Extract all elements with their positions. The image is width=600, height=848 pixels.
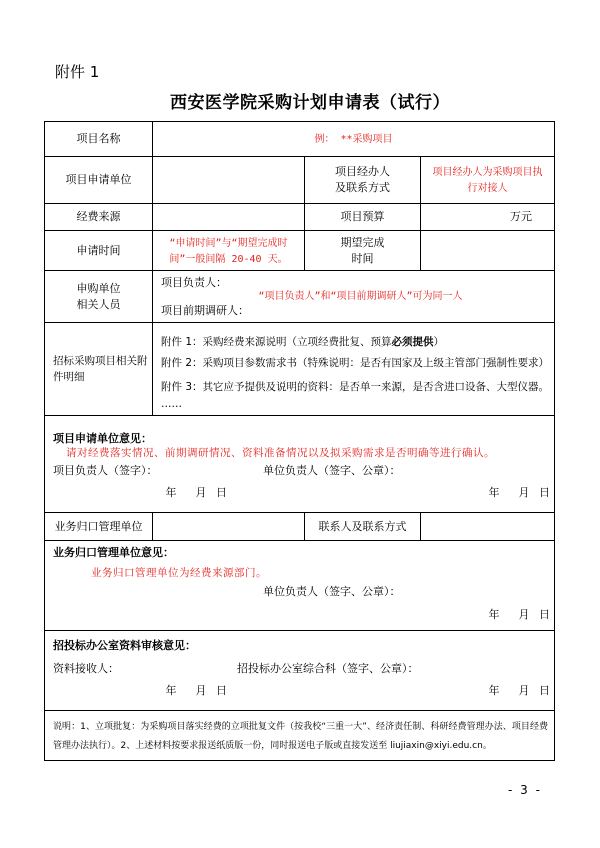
date-year-label: 年 — [165, 684, 177, 697]
page-number: - 3 - — [508, 783, 542, 797]
bidding-office-review-box — [45, 631, 554, 710]
date-year-label: 年 — [488, 486, 500, 499]
applicant-unit-value-cell — [153, 157, 305, 204]
project-name-value-cell — [153, 122, 555, 157]
bidding-office-signature-label: 招投标办公室综合科（签字、公章）： — [237, 662, 419, 675]
applicant-opinion-heading: 项目申请单位意见： — [53, 432, 152, 445]
notes-cell — [45, 711, 555, 761]
project-leader-label: 项目负责人： — [161, 276, 227, 289]
application-time-hint: “申请时间”与“期望完成时 间”一般间隔 20-40 天。 — [169, 237, 288, 265]
expected-completion-value-cell — [421, 231, 555, 271]
date-year-label: 年 — [165, 486, 177, 499]
related-personnel-hint: “项目负责人”和“项目前期调研人”可为同一人 — [258, 291, 463, 302]
management-opinion-hint: 业务归口管理单位为经费来源部门。 — [91, 567, 267, 579]
date-month-label: 月 — [518, 486, 530, 499]
bidding-office-review-cell — [45, 631, 555, 711]
date-day-label: 日 — [539, 486, 550, 499]
funding-source-label: 经费来源 — [45, 204, 153, 231]
project-leader-date — [156, 486, 227, 500]
attachment-item-1 — [161, 335, 444, 349]
attachment-ellipsis: …… — [161, 398, 182, 410]
date-day-label: 日 — [539, 608, 550, 621]
project-name-hint: 例： **采购项目 — [314, 134, 393, 145]
attachment-label: 附件 1 — [55, 63, 100, 81]
project-handler-label: 项目经办人 及联系方式 — [305, 157, 421, 204]
management-unit-leader-signature-label: 单位负责人（签字、公章）： — [263, 585, 401, 598]
attachment-item-1-emphasis: 必须提供 — [391, 336, 434, 348]
material-receiver-label: 资料接收人： — [53, 662, 119, 675]
applicant-unit-row — [45, 157, 555, 204]
document-title: 西安医学院采购计划申请表（试行） — [170, 93, 450, 113]
management-opinion-box — [45, 541, 554, 630]
applicant-unit-label: 项目申请单位 — [45, 157, 153, 204]
unit-leader-date — [479, 486, 550, 500]
date-month-label: 月 — [518, 684, 530, 697]
funding-row — [45, 204, 555, 231]
management-opinion-row — [45, 541, 555, 631]
attachment-item-3: 附件 3：其它应予提供及说明的资料：是否单一来源，是否含进口设备、大型仪器。 — [161, 381, 550, 393]
date-day-label: 日 — [216, 486, 227, 499]
date-year-label: 年 — [488, 608, 500, 621]
management-unit-value-cell — [153, 513, 305, 541]
notes-row — [45, 711, 555, 761]
applicant-opinion-cell — [45, 416, 555, 513]
project-name-label: 项目名称 — [45, 122, 153, 157]
related-personnel-row — [45, 271, 555, 323]
project-name-row — [45, 122, 555, 157]
date-month-label: 月 — [195, 684, 207, 697]
management-contact-value-cell — [421, 513, 555, 541]
management-contact-label: 联系人及联系方式 — [305, 513, 421, 541]
date-day-label: 日 — [539, 684, 550, 697]
expected-completion-label: 期望完成 时间 — [305, 231, 421, 271]
management-unit-row — [45, 513, 555, 541]
project-handler-hint: 项目经办人为采购项目执 行对接人 — [432, 167, 543, 194]
attachments-list — [153, 323, 554, 415]
related-personnel-label: 申购单位 相关人员 — [45, 271, 153, 323]
applicant-opinion-box — [45, 416, 554, 512]
related-personnel-box — [153, 271, 554, 322]
form-notes: 说明：1、立项批复：为采购项目落实经费的立项批复文件（按我校“三重一大”、经济责任制、科研经费管理办法、项目经费管理办法执行）。2、上述材料按要求报送纸质版一份，同时报送电子版或直接发送至 liujiaxin@xiyi.edu.cn。 — [53, 722, 549, 751]
related-personnel-value-cell — [153, 271, 555, 323]
project-researcher-label: 项目前期调研人： — [161, 304, 249, 317]
attachment-item-1-end: ） — [433, 336, 445, 348]
funding-source-value-cell — [153, 204, 305, 231]
attachments-label: 招标采购项目相关附 件明细 — [45, 323, 153, 416]
attachments-list-cell — [153, 323, 555, 416]
date-month-label: 月 — [518, 608, 530, 621]
unit-leader-signature-label: 单位负责人（签字、公章）： — [263, 464, 401, 477]
application-time-label: 申请时间 — [45, 231, 153, 271]
attachment-item-1-text: 附件 1：采购经费来源说明（立项经费批复、预算 — [161, 336, 392, 348]
management-opinion-heading: 业务归口管理单位意见： — [53, 546, 174, 559]
date-year-label: 年 — [488, 684, 500, 697]
bidding-office-review-row — [45, 631, 555, 711]
timing-row — [45, 231, 555, 271]
attachments-row — [45, 323, 555, 416]
procurement-application-form — [44, 121, 555, 761]
project-budget-unit: 万元 — [421, 204, 555, 231]
date-month-label: 月 — [195, 486, 207, 499]
attachment-item-2: 附件 2：采购项目参数需求书（特殊说明：是否有国家及上级主管部门强制性要求） — [161, 357, 550, 369]
material-receiver-date — [156, 684, 227, 698]
bidding-office-date — [479, 684, 550, 698]
project-handler-value-cell — [421, 157, 555, 204]
date-day-label: 日 — [216, 684, 227, 697]
management-opinion-cell — [45, 541, 555, 631]
management-opinion-date — [479, 608, 550, 622]
application-time-value-cell — [153, 231, 305, 271]
applicant-opinion-row — [45, 416, 555, 513]
applicant-opinion-hint: 请对经费落实情况、前期调研情况、资料准备情况以及拟采购需求是否明确等进行确认。 — [66, 447, 495, 459]
management-unit-label: 业务归口管理单位 — [45, 513, 153, 541]
project-budget-label: 项目预算 — [305, 204, 421, 231]
bidding-office-review-heading: 招投标办公室资料审核意见： — [53, 639, 196, 652]
project-leader-signature-label: 项目负责人（签字）： — [53, 464, 158, 477]
